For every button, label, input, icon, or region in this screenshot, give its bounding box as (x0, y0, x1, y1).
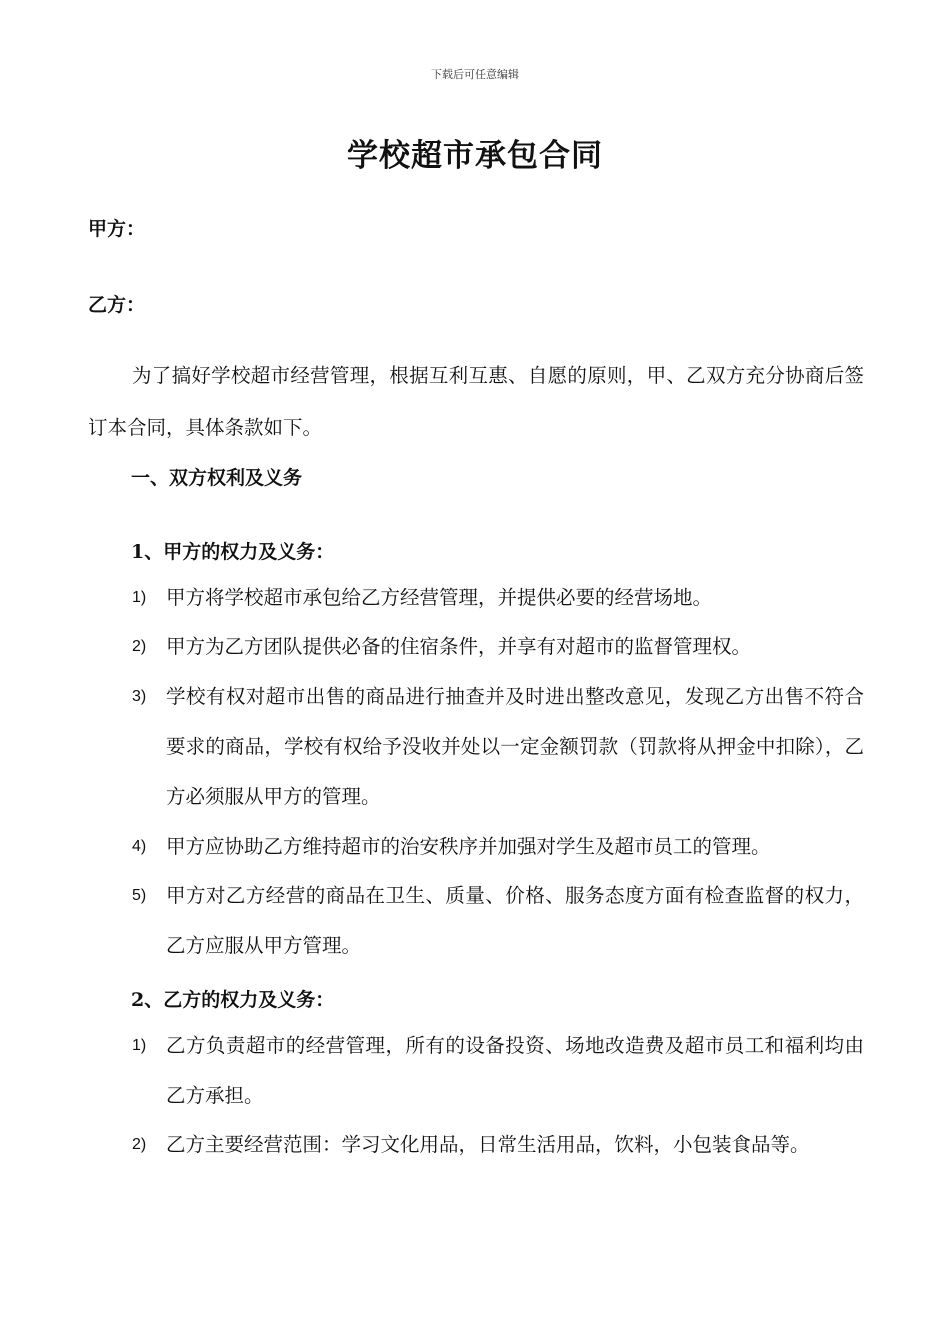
section-heading: 一、双方权利及义务 (131, 467, 303, 489)
list-item-text: 学校有权对超市出售的商品进行抽查并及时进出整改意见，发现乙方出售不符合要求的商品，学校有权给予没收并处以一定金额罚款（罚款将从押金中扣除），乙方必须服从甲方的管理。 (166, 685, 864, 808)
list-item-number: 5) (132, 887, 147, 904)
list-item (88, 1120, 864, 1170)
list-item (88, 822, 864, 872)
list-item-text: 甲方应协助乙方维持超市的治安秩序并加强对学生及超市员工的管理。 (166, 835, 771, 858)
list-item-number: 1) (132, 589, 147, 606)
list-item-text: 乙方主要经营范围：学习文化用品，日常生活用品，饮料，小包装食品等。 (166, 1133, 810, 1156)
list-item-text: 甲方对乙方经营的商品在卫生、质量、价格、服务态度方面有检查监督的权力，乙方应服从甲方管理。 (166, 884, 864, 957)
document-title: 学校超市承包合同 (347, 138, 603, 174)
list-item (88, 871, 864, 971)
list-item-number: 1) (132, 1037, 147, 1054)
list-item (88, 573, 864, 623)
subsection-heading-party-b: 2、乙方的权力及义务： (131, 989, 335, 1011)
party-a-label: 甲方： (88, 218, 146, 240)
list-item-text: 甲方将学校超市承包给乙方经营管理，并提供必要的经营场地。 (166, 586, 713, 609)
subsection-heading-party-a: 1、甲方的权力及义务： (131, 541, 335, 563)
list-item (88, 622, 864, 672)
list-item-text: 甲方为乙方团队提供必备的住宿条件，并享有对超市的监督管理权。 (166, 635, 752, 658)
list-item-number: 2) (132, 638, 147, 655)
party-b-label: 乙方： (88, 294, 146, 316)
header-note: 下载后可任意编辑 (431, 68, 519, 81)
list-item-number: 2) (132, 1136, 147, 1153)
list-item-text: 乙方负责超市的经营管理，所有的设备投资、场地改造费及超市员工和福利均由乙方承担。 (166, 1034, 864, 1107)
list-item (88, 1021, 864, 1121)
list-item-number: 3) (132, 688, 147, 705)
list-item-number: 4) (132, 838, 147, 855)
list-item (88, 672, 864, 822)
intro-paragraph: 为了搞好学校超市经营管理，根据互利互惠、自愿的原则，甲、乙双方充分协商后签订本合同，具体条款如下。 (88, 364, 864, 439)
